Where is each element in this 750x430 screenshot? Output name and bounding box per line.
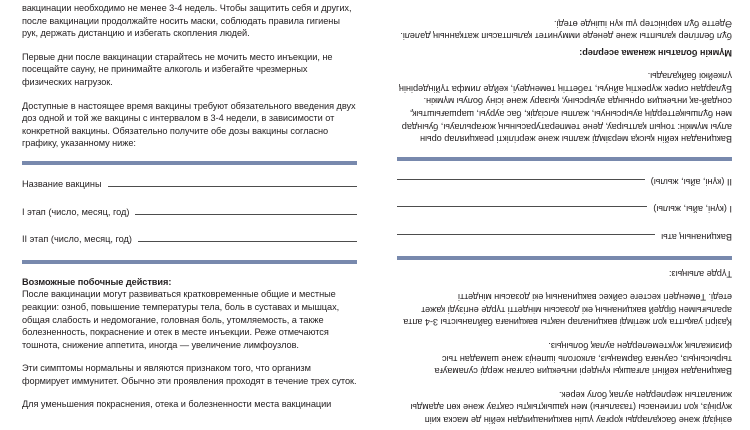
divider-rule-top-russian [22, 161, 357, 165]
kazakh-content-flow [397, 17, 732, 430]
field-vaccine-name-input[interactable] [108, 177, 357, 187]
russian-paragraph-clipped: Для уменьшения покраснения, отека и болезненности места вакцинации [22, 399, 332, 410]
divider-rule-top-kazakh [397, 157, 732, 161]
kazakh-field-stage-one-label: I (күні, айы, жылы) [653, 204, 732, 215]
kazakh-side-effects-body: Вакцинадан кейін қысқа мерзімді жалпы және жергілікті реакциялар орын алуы мүмкін: тоңып қалтырау, дене температурасының жоғарылауы, буындар мен бұлшықеттердің ауырсынуы, жалпы әлсіздік, бас ауруы, шаршағыштық, сондай-ақ инъекция орнында ауырсыну, қызару және ісіну болуы мүмкін. Бұлардан сирек жүректің айнуы, тәбеттің төмендеуі, кейде лимфа түйіндерінің үлкейюі байқалады. [399, 71, 732, 145]
field-vaccine-name-row [22, 177, 357, 191]
divider-rule-bottom-kazakh [397, 256, 732, 260]
kazakh-schedule-heading: Түрде алыңыз: [669, 268, 732, 279]
divider-rule-bottom-russian [22, 260, 357, 264]
russian-paragraph-aftercare: Первые дни после вакцинации старайтесь не мочить место инъекции, не посещайте сауну, не принимайте алкоголь и избегайте чрезмерных физических нагрузок. [22, 51, 333, 87]
russian-vaccine-record-fields [22, 177, 357, 246]
kazakh-side-effects-heading: Мүмкін болатын жанама әсерлер: [579, 47, 732, 58]
russian-paragraph-continued: вакцинации необходимо не менее 3-4 недель. Чтобы защитить себя и других, после вакцинации продолжайте носить маски, соблюдать правила гигиены рук, держать дистанцию и избегать скопления людей. [22, 3, 352, 39]
field-stage-two-row [22, 232, 357, 246]
field-stage-two-label: II этап (число, месяц, год) [22, 234, 132, 245]
field-vaccine-name-label: Название вакцины [22, 178, 102, 189]
russian-content-flow [22, 0, 357, 411]
russian-paragraph-symptoms-normal: Эти симптомы нормальны и являются признаком того, что организм формирует иммунитет. Обычно эти проявления проходят в течение трех суток. [22, 363, 357, 386]
russian-paragraph-two-doses: Доступные в настоящее время вакцины требуют обязательного введения двух доз одной и той же вакцины с интервалом в 3-4 недели, в зависимости от конкретной вакцины. Обязательно получите обе дозы вакцины согласно графику, указанному ниже: [22, 100, 356, 149]
field-stage-one-label: I этап (число, месяц, год) [22, 206, 130, 217]
russian-side-effects-body: После вакцинации могут развиваться кратковременные общие и местные реакции: озноб, повышение температуры тела, боль в суставах и мышцах, общая слабость и недомогание, головная боль, утомляемость, а также болезненность, покраснение и отек в месте инъекции. Реже отмечаются тошнота, снижение аппетита, иногда — увеличение лимфоузлов. [22, 289, 340, 350]
kazakh-field-vaccine-name-label: Вакцинаның аты [661, 232, 732, 243]
kazakh-field-stage-two-label: II (күні, айы, жылы) [650, 176, 732, 187]
kazakh-schedule-body: Қазіргі уақытта қол жетімді вакциналар нақты вакцинаға байланысты 3-4 апта аралығымен бірдей вакцинаның екі дозасын міндетті түрде енгізуді қажет етеді. Төмендегі кестеге сәйкес вакцинаның екі дозасын міндетті [403, 292, 732, 328]
russian-side-effects-heading: Возможные побочные действия: [22, 276, 172, 287]
kazakh-field-stage-two-input[interactable] [397, 179, 645, 189]
kazakh-paragraph-aftercare: Вакцинадан кейінгі алғашқы күндері инъекция салған жерді суламауға тырысыңыз, саунаға бармаңыз, алкоголь ішпеңіз және шамадан тыс физикалық жүктемелерден аулақ болыңыз. [434, 341, 732, 377]
field-stage-one-row [22, 205, 357, 219]
kazakh-paragraph-clipped: өзіңізді және басқаларды қорғау үшін вакцинациядан кейін де маска киіп жүріңіз, қол гигиенасы (тазалығы) мен қашықтықты сақтау және көп адамды жиналатын жерлерден аулақ болу керек. [410, 389, 732, 425]
kazakh-paragraph-symptoms-normal: бұл белгілер қалыпты және денеде иммунитет қалыптасып жатқанның дәлелі. Әдетте бұл көріністер үш күн ішінде өтеді. [400, 18, 732, 42]
kazakh-column [375, 0, 750, 430]
field-stage-two-input[interactable] [138, 232, 357, 242]
kazakh-field-vaccine-name-input[interactable] [397, 234, 655, 244]
kazakh-field-stage-two-row [397, 175, 732, 189]
field-stage-one-input[interactable] [135, 205, 357, 215]
kazakh-vaccine-record-fields [397, 175, 732, 244]
kazakh-field-stage-one-input[interactable] [397, 206, 647, 216]
kazakh-field-vaccine-name-row [397, 230, 732, 244]
kazakh-field-stage-one-row [397, 203, 732, 217]
